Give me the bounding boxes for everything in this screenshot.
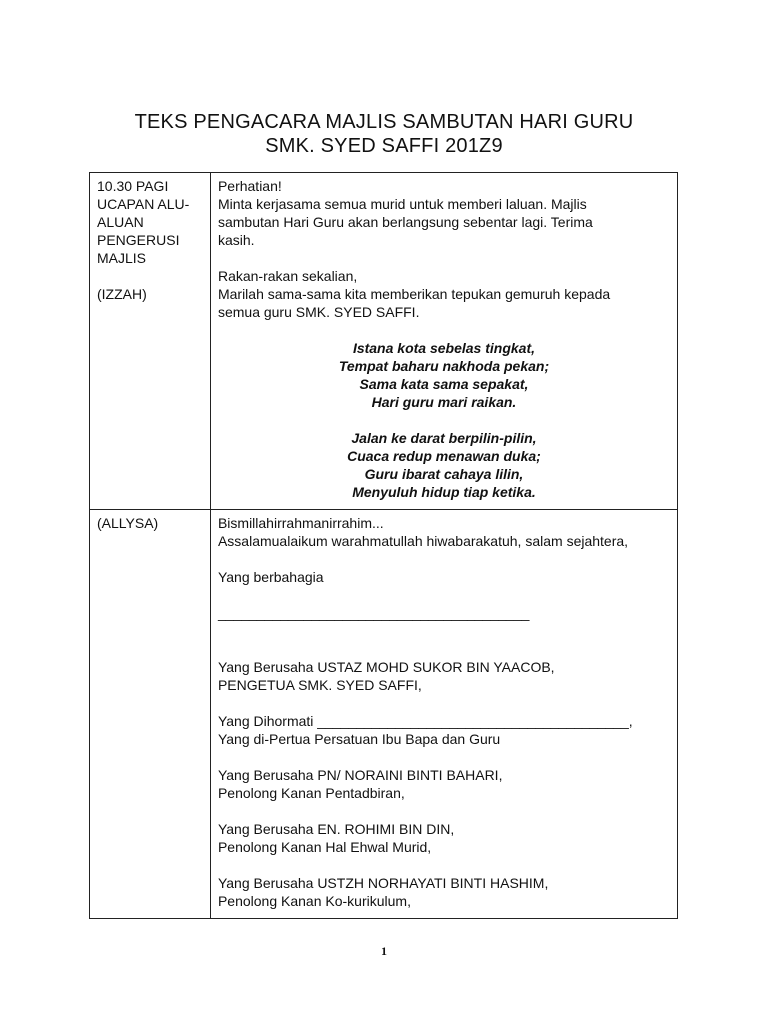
pantun-line: Cuaca redup menawan duka; [347, 448, 541, 464]
dignitary-line: Yang Berusaha USTAZ MOHD SUKOR BIN YAACOB, [217, 659, 555, 675]
script-line: Minta kerjasama semua murid untuk memberi laluan. Majlis [217, 196, 587, 212]
script-line: kasih. [217, 232, 255, 248]
speaker-name: (ALLYSA) [97, 515, 159, 531]
dignitary-title: Penolong Kanan Ko-kurikulum, [217, 893, 411, 909]
script-line: Perhatian! [217, 178, 282, 194]
segment-label-line: MAJLIS [97, 250, 147, 266]
script-line: Bismillahirrahmanirrahim... [217, 515, 384, 531]
time-speaker-cell [90, 510, 211, 919]
document-title-line1: TEKS PENGACARA MAJLIS SAMBUTAN HARI GURU [134, 111, 634, 133]
pantun-line: Guru ibarat cahaya lilin, [364, 466, 524, 482]
time-label: 10.30 PAGI [97, 178, 169, 194]
page-number: 1 [381, 944, 387, 958]
pantun-line: Tempat baharu nakhoda pekan; [338, 358, 550, 374]
segment-label-line: UCAPAN ALU- [97, 196, 190, 212]
script-line: semua guru SMK. SYED SAFFI. [217, 304, 420, 320]
script-line: Rakan-rakan sekalian, [217, 268, 358, 284]
blank-fill-line: ________________________________________ [217, 605, 530, 621]
dignitary-title: Penolong Kanan Hal Ehwal Murid, [217, 839, 432, 855]
script-line: Yang berbahagia [217, 569, 324, 585]
pantun-line: Jalan ke darat berpilin-pilin, [351, 430, 537, 446]
pantun-line: Sama kata sama sepakat, [359, 376, 529, 392]
document-title-line2: SMK. SYED SAFFI 201Z9 [265, 135, 503, 157]
pantun-line: Hari guru mari raikan. [371, 394, 517, 410]
dignitary-line: Yang Berusaha EN. ROHIMI BIN DIN, [217, 821, 455, 837]
table-row [90, 173, 678, 510]
script-line: sambutan Hari Guru akan berlangsung sebentar lagi. Terima [217, 214, 593, 230]
speaker-name: (IZZAH) [97, 286, 147, 302]
table-row [90, 510, 678, 919]
time-speaker-cell [90, 173, 211, 510]
dignitary-line: Yang Berusaha USTZH NORHAYATI BINTI HASHIM, [217, 875, 549, 891]
script-text-cell [210, 173, 677, 510]
script-line: Assalamualaikum warahmatullah hiwabarakatuh, salam sejahtera, [217, 533, 629, 549]
script-text-cell [210, 510, 677, 919]
script-line: Marilah sama-sama kita memberikan tepukan gemuruh kepada [217, 286, 611, 302]
dignitary-title: Penolong Kanan Pentadbiran, [217, 785, 405, 801]
dignitary-title: PENGETUA SMK. SYED SAFFI, [217, 677, 422, 693]
segment-label-line: ALUAN [97, 214, 144, 230]
pantun-line: Istana kota sebelas tingkat, [352, 340, 536, 356]
dignitary-line: Yang Dihormati ________________________________________, [217, 713, 633, 729]
pantun-line: Menyuluh hidup tiap ketika. [352, 484, 536, 500]
segment-label-line: PENGERUSI [97, 232, 180, 248]
script-table [89, 172, 678, 919]
dignitary-title: Yang di-Pertua Persatuan Ibu Bapa dan Guru [217, 731, 501, 747]
dignitary-line: Yang Berusaha PN/ NORAINI BINTI BAHARI, [217, 767, 503, 783]
